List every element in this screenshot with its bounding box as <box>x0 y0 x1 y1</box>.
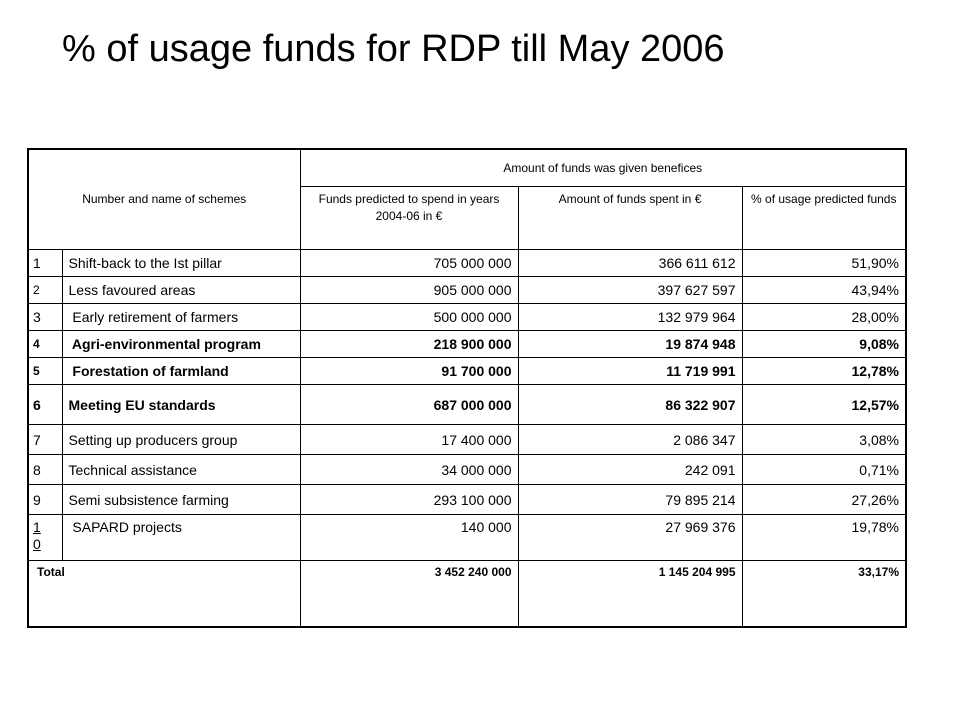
scheme-number: 9 <box>28 485 62 515</box>
spent-value: 242 091 <box>518 455 742 485</box>
scheme-name: Forestation of farmland <box>62 358 300 385</box>
usage-value: 19,78% <box>742 515 906 561</box>
usage-value: 0,71% <box>742 455 906 485</box>
total-row <box>28 561 906 627</box>
scheme-number: 7 <box>28 425 62 455</box>
scheme-number-digit: 1 <box>33 519 41 535</box>
predicted-value: 293 100 000 <box>300 485 518 515</box>
scheme-number: 4 <box>28 331 62 358</box>
spent-value: 19 874 948 <box>518 331 742 358</box>
total-usage-value: 33,17% <box>742 561 906 627</box>
table-row <box>28 425 906 455</box>
spent-value: 11 719 991 <box>518 358 742 385</box>
funds-group-header: Amount of funds was given benefices <box>300 149 906 187</box>
scheme-name: Technical assistance <box>62 455 300 485</box>
scheme-number: 1 <box>28 250 62 277</box>
spent-value: 397 627 597 <box>518 277 742 304</box>
table-row <box>28 485 906 515</box>
predicted-value: 905 000 000 <box>300 277 518 304</box>
total-spent-value: 1 145 204 995 <box>518 561 742 627</box>
predicted-value: 705 000 000 <box>300 250 518 277</box>
predicted-value: 500 000 000 <box>300 304 518 331</box>
table-row <box>28 515 906 561</box>
table-row <box>28 277 906 304</box>
scheme-number <box>28 515 62 561</box>
spent-value: 27 969 376 <box>518 515 742 561</box>
total-predicted-value: 3 452 240 000 <box>300 561 518 627</box>
usage-value: 51,90% <box>742 250 906 277</box>
scheme-name: Meeting EU standards <box>62 385 300 425</box>
funds-table <box>27 148 907 628</box>
usage-value: 28,00% <box>742 304 906 331</box>
usage-value: 12,78% <box>742 358 906 385</box>
predicted-value: 34 000 000 <box>300 455 518 485</box>
table-row <box>28 331 906 358</box>
scheme-name: SAPARD projects <box>62 515 300 561</box>
usage-column-header: % of usage predicted funds <box>742 187 906 250</box>
scheme-number: 2 <box>28 277 62 304</box>
scheme-name: Early retirement of farmers <box>62 304 300 331</box>
scheme-name: Setting up producers group <box>62 425 300 455</box>
predicted-value: 218 900 000 <box>300 331 518 358</box>
spent-column-header: Amount of funds spent in € <box>518 187 742 250</box>
spent-value: 79 895 214 <box>518 485 742 515</box>
table-row <box>28 304 906 331</box>
scheme-number: 6 <box>28 385 62 425</box>
scheme-name: Agri-environmental program <box>62 331 300 358</box>
table-row <box>28 250 906 277</box>
predicted-value: 687 000 000 <box>300 385 518 425</box>
scheme-name: Semi subsistence farming <box>62 485 300 515</box>
usage-value: 27,26% <box>742 485 906 515</box>
spent-value: 366 611 612 <box>518 250 742 277</box>
scheme-number: 3 <box>28 304 62 331</box>
predicted-column-header: Funds predicted to spend in years 2004-06 in € <box>300 187 518 250</box>
predicted-value: 91 700 000 <box>300 358 518 385</box>
header-row-1 <box>28 149 906 187</box>
predicted-value: 17 400 000 <box>300 425 518 455</box>
spent-value: 132 979 964 <box>518 304 742 331</box>
usage-value: 3,08% <box>742 425 906 455</box>
page-title: % of usage funds for RDP till May 2006 <box>62 28 725 70</box>
predicted-value: 140 000 <box>300 515 518 561</box>
total-label: Total <box>28 561 300 627</box>
table-row <box>28 385 906 425</box>
table-row <box>28 358 906 385</box>
scheme-number-digit: 0 <box>33 536 41 552</box>
scheme-number: 5 <box>28 358 62 385</box>
table-row <box>28 455 906 485</box>
usage-value: 9,08% <box>742 331 906 358</box>
spent-value: 2 086 347 <box>518 425 742 455</box>
usage-value: 12,57% <box>742 385 906 425</box>
scheme-column-header: Number and name of schemes <box>28 149 300 250</box>
usage-value: 43,94% <box>742 277 906 304</box>
spent-value: 86 322 907 <box>518 385 742 425</box>
scheme-number: 8 <box>28 455 62 485</box>
scheme-name: Shift-back to the Ist pillar <box>62 250 300 277</box>
scheme-name: Less favoured areas <box>62 277 300 304</box>
